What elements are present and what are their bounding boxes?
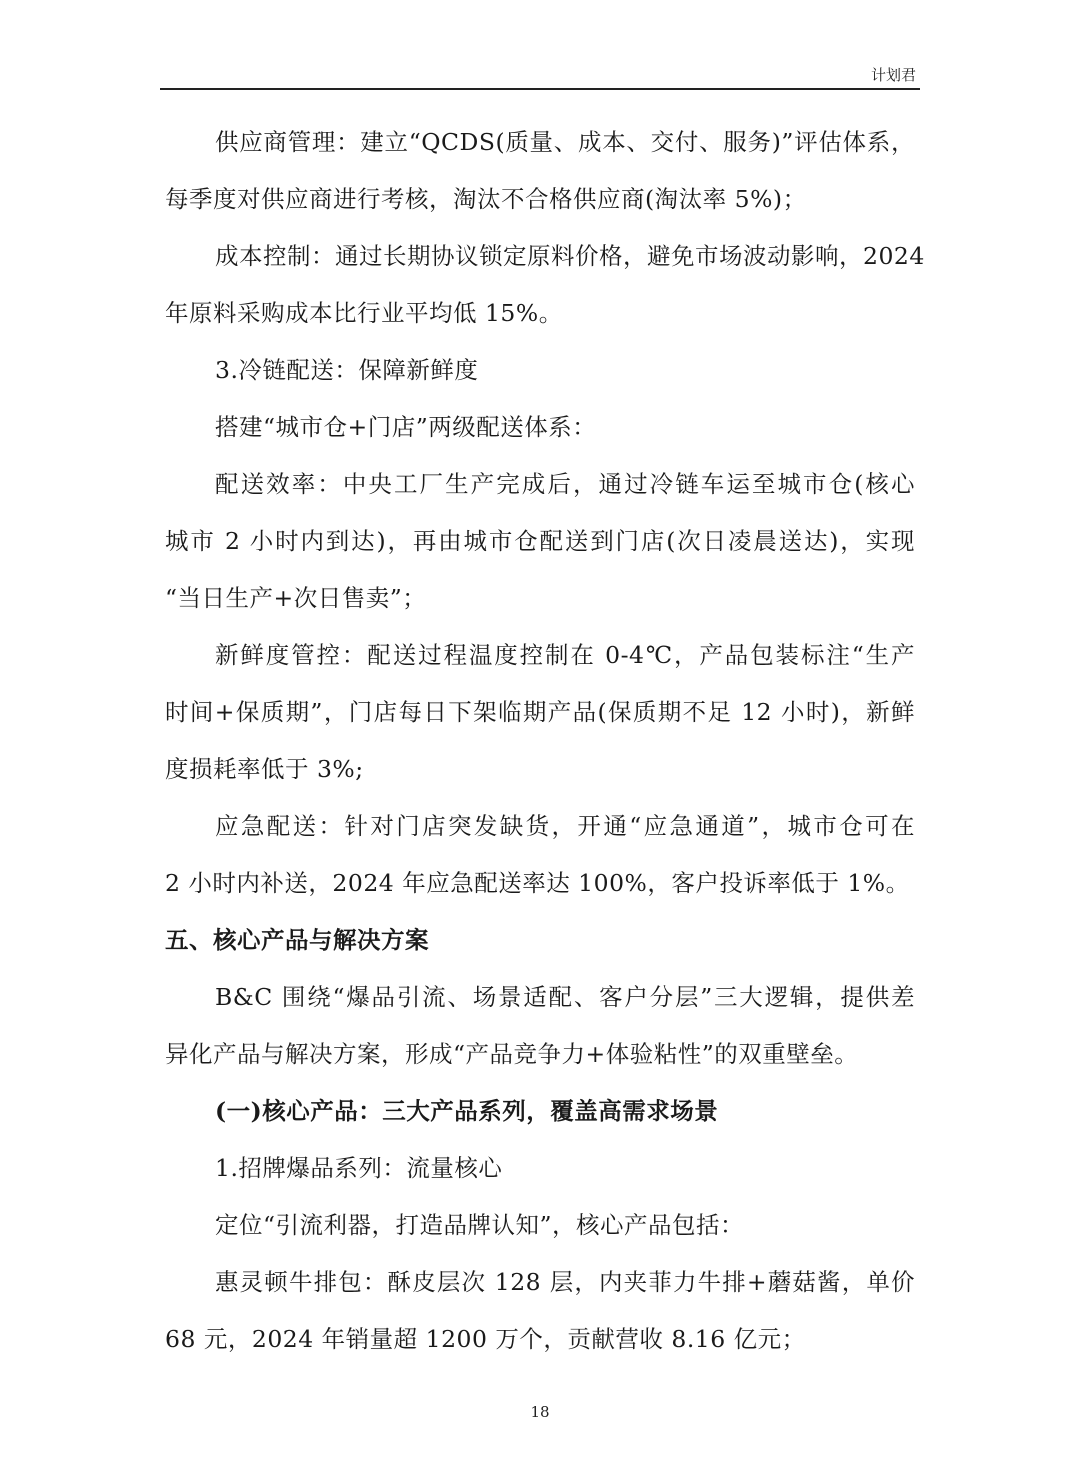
paragraph-emergency-line-1: 应急配送：针对门店突发缺货，开通“应急通道”，城市仓可在	[215, 812, 915, 840]
section-heading-core-products: 五、核心产品与解决方案	[165, 926, 429, 954]
paragraph-bc-intro-line-1: B&C 围绕“爆品引流、场景适配、客户分层”三大逻辑，提供差	[215, 983, 915, 1011]
header-title: 计划君	[870, 66, 916, 84]
subheading-cold-chain: 3.冷链配送：保障新鲜度	[215, 356, 479, 384]
paragraph-distribution-system: 搭建“城市仓+门店”两级配送体系：	[215, 413, 597, 441]
paragraph-bc-intro-line-2: 异化产品与解决方案，形成“产品竞争力+体验粘性”的双重壁垒。	[165, 1040, 859, 1068]
page-number: 18	[530, 1403, 550, 1421]
paragraph-cost-control-line-1: 成本控制：通过长期协议锁定原料价格，避免市场波动影响，2024	[215, 242, 925, 270]
paragraph-wellington-line-1: 惠灵顿牛排包：酥皮层次 128 层，内夹菲力牛排+蘑菇酱，单价	[215, 1268, 915, 1296]
paragraph-delivery-efficiency-line-1: 配送效率：中央工厂生产完成后，通过冷链车运至城市仓(核心	[215, 470, 915, 498]
paragraph-cost-control-line-2: 年原料采购成本比行业平均低 15%。	[165, 299, 563, 327]
paragraph-supplier-management-line-2: 每季度对供应商进行考核，淘汰不合格供应商(淘汰率 5%)；	[165, 185, 807, 213]
subheading-signature-series: 1.招牌爆品系列：流量核心	[215, 1154, 503, 1182]
paragraph-delivery-efficiency-line-3: “当日生产+次日售卖”；	[165, 584, 427, 612]
page-header	[160, 62, 920, 90]
paragraph-freshness-line-2: 时间+保质期”，门店每日下架临期产品(保质期不足 12 小时)，新鲜	[165, 698, 915, 726]
paragraph-supplier-management-line-1: 供应商管理：建立“QCDS(质量、成本、交付、服务)”评估体系，	[215, 128, 915, 156]
paragraph-freshness-line-1: 新鲜度管控：配送过程温度控制在 0-4℃，产品包装标注“生产	[215, 641, 915, 669]
paragraph-positioning: 定位“引流利器，打造品牌认知”，核心产品包括：	[215, 1211, 745, 1239]
paragraph-delivery-efficiency-line-2: 城市 2 小时内到达)，再由城市仓配送到门店(次日凌晨送达)，实现	[165, 527, 915, 555]
paragraph-freshness-line-3: 度损耗率低于 3%;	[165, 755, 364, 783]
paragraph-emergency-line-2: 2 小时内补送，2024 年应急配送率达 100%，客户投诉率低于 1%。	[165, 869, 910, 897]
subsection-heading-product-series: (一)核心产品：三大产品系列，覆盖高需求场景	[215, 1097, 719, 1125]
paragraph-wellington-line-2: 68 元，2024 年销量超 1200 万个，贡献营收 8.16 亿元；	[165, 1325, 806, 1353]
